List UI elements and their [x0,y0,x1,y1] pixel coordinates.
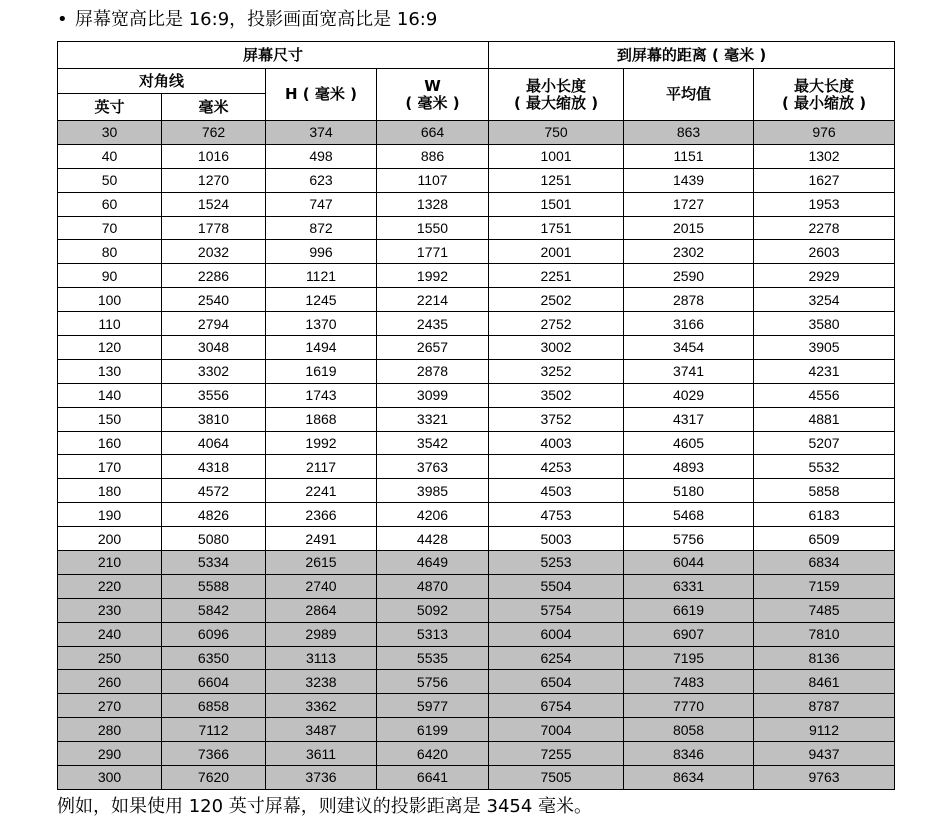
table-cell: 140 [58,383,162,407]
table-cell: 1501 [489,192,624,216]
table-cell: 80 [58,240,162,264]
table-cell: 623 [266,168,377,192]
table-cell: 2214 [377,288,489,312]
table-cell: 2001 [489,240,624,264]
table-cell: 3302 [162,359,266,383]
table-row [58,240,895,264]
table-cell: 290 [58,742,162,766]
table-cell: 130 [58,359,162,383]
table-cell: 2251 [489,264,624,288]
table-cell: 270 [58,694,162,718]
table-cell: 70 [58,216,162,240]
header-min-top: 最小长度 [526,76,587,95]
table-row [58,168,895,192]
table-cell: 2241 [266,479,377,503]
table-cell: 1121 [266,264,377,288]
table-cell: 7195 [624,646,754,670]
table-cell: 6504 [489,670,624,694]
table-cell: 3905 [754,336,895,360]
table-row [58,359,895,383]
table-cell: 2615 [266,551,377,575]
table-cell: 4231 [754,359,895,383]
table-cell: 3166 [624,312,754,336]
table-cell: 5092 [377,598,489,622]
table-cell: 5334 [162,551,266,575]
table-cell: 3454 [624,336,754,360]
table-cell: 6044 [624,551,754,575]
projection-distance-table [57,41,895,790]
table-cell: 260 [58,670,162,694]
table-cell: 200 [58,527,162,551]
table-cell: 1868 [266,407,377,431]
table-cell: 5253 [489,551,624,575]
table-row [58,694,895,718]
table-body [58,121,895,790]
header-diagonal: 对角线 [58,69,266,94]
header-height: H ( 毫米 ) [266,69,377,121]
table-cell: 3580 [754,312,895,336]
table-cell: 6199 [377,718,489,742]
table-cell: 8136 [754,646,895,670]
table-row [58,264,895,288]
header-distance: 到屏幕的距离 ( 毫米 ) [489,42,895,69]
table-cell: 1439 [624,168,754,192]
table-cell: 110 [58,312,162,336]
table-cell: 1524 [162,192,266,216]
table-row [58,407,895,431]
table-cell: 5180 [624,479,754,503]
table-cell: 5588 [162,574,266,598]
table-cell: 4881 [754,407,895,431]
table-cell: 4826 [162,503,266,527]
table-cell: 60 [58,192,162,216]
table-cell: 2929 [754,264,895,288]
table-cell: 8346 [624,742,754,766]
table-cell: 2878 [624,288,754,312]
table-cell: 4870 [377,574,489,598]
table-cell: 5858 [754,479,895,503]
table-cell: 50 [58,168,162,192]
table-cell: 7112 [162,718,266,742]
table-cell: 6834 [754,551,895,575]
table-cell: 8461 [754,670,895,694]
table-cell: 7485 [754,598,895,622]
table-cell: 6754 [489,694,624,718]
table-cell: 7505 [489,766,624,790]
table-cell: 7366 [162,742,266,766]
table-row [58,551,895,575]
page-title [57,8,437,32]
table-row [58,670,895,694]
table-cell: 2502 [489,288,624,312]
table-cell: 5756 [377,670,489,694]
table-cell: 5754 [489,598,624,622]
table-cell: 762 [162,121,266,145]
header-inch: 英寸 [58,94,162,121]
table-cell: 747 [266,192,377,216]
table-cell: 1778 [162,216,266,240]
table-cell: 150 [58,407,162,431]
table-cell: 3752 [489,407,624,431]
table-cell: 8058 [624,718,754,742]
table-cell: 2794 [162,312,266,336]
table-cell: 7483 [624,670,754,694]
table-cell: 3487 [266,718,377,742]
table-cell: 7255 [489,742,624,766]
table-row [58,766,895,790]
table-cell: 2117 [266,455,377,479]
table-cell: 3736 [266,766,377,790]
table-cell: 1627 [754,168,895,192]
table-cell: 4253 [489,455,624,479]
table-cell: 3002 [489,336,624,360]
table-cell: 6604 [162,670,266,694]
table-cell: 5313 [377,622,489,646]
table-cell: 3502 [489,383,624,407]
table-row [58,742,895,766]
table-cell: 9112 [754,718,895,742]
table-cell: 210 [58,551,162,575]
table-cell: 5756 [624,527,754,551]
table-row [58,455,895,479]
table-cell: 886 [377,144,489,168]
table-cell: 2435 [377,312,489,336]
table-cell: 1370 [266,312,377,336]
table-cell: 6096 [162,622,266,646]
table-cell: 1245 [266,288,377,312]
table-cell: 4503 [489,479,624,503]
table-row [58,503,895,527]
table-cell: 6183 [754,503,895,527]
table-row [58,192,895,216]
table-cell: 6619 [624,598,754,622]
table-cell: 3556 [162,383,266,407]
table-cell: 2015 [624,216,754,240]
table-cell: 996 [266,240,377,264]
table-cell: 3810 [162,407,266,431]
table-row [58,336,895,360]
table-cell: 220 [58,574,162,598]
table-cell: 180 [58,479,162,503]
table-cell: 2366 [266,503,377,527]
table-cell: 100 [58,288,162,312]
table-cell: 1550 [377,216,489,240]
table-row [58,479,895,503]
table-row [58,622,895,646]
table-cell: 3252 [489,359,624,383]
table-cell: 3763 [377,455,489,479]
table-cell: 872 [266,216,377,240]
header-max-bottom: ( 最小缩放 ) [781,93,867,112]
table-cell: 2032 [162,240,266,264]
table-row [58,383,895,407]
table-row [58,718,895,742]
table-cell: 1151 [624,144,754,168]
table-cell: 1992 [377,264,489,288]
table-cell: 5532 [754,455,895,479]
table-cell: 6331 [624,574,754,598]
table-cell: 3113 [266,646,377,670]
table-cell: 1751 [489,216,624,240]
header-width-bottom: ( 毫米 ) [405,93,460,112]
table-cell: 1001 [489,144,624,168]
table-cell: 4428 [377,527,489,551]
table-cell: 1494 [266,336,377,360]
table-cell: 4605 [624,431,754,455]
table-cell: 1743 [266,383,377,407]
table-cell: 5977 [377,694,489,718]
table-cell: 3362 [266,694,377,718]
title-text: 屏幕宽高比是 16:9，投影画面宽高比是 16:9 [75,9,438,30]
table-cell: 9763 [754,766,895,790]
table-cell: 230 [58,598,162,622]
table-cell: 3741 [624,359,754,383]
table-cell: 2740 [266,574,377,598]
table-cell: 7620 [162,766,266,790]
table-cell: 4003 [489,431,624,455]
table-cell: 30 [58,121,162,145]
header-max-top: 最大长度 [794,76,855,95]
table-row [58,288,895,312]
table-cell: 8787 [754,694,895,718]
table-cell: 3542 [377,431,489,455]
table-cell: 1302 [754,144,895,168]
table-cell: 8634 [624,766,754,790]
table-cell: 2878 [377,359,489,383]
header-mm: 毫米 [162,94,266,121]
table-cell: 664 [377,121,489,145]
table-cell: 40 [58,144,162,168]
table-cell: 750 [489,121,624,145]
table-cell: 250 [58,646,162,670]
table-cell: 2491 [266,527,377,551]
table-cell: 4649 [377,551,489,575]
table-cell: 4317 [624,407,754,431]
table-cell: 6858 [162,694,266,718]
table-cell: 2278 [754,216,895,240]
table-row [58,144,895,168]
table-cell: 2864 [266,598,377,622]
table-cell: 374 [266,121,377,145]
table-cell: 1992 [266,431,377,455]
header-min-bottom: ( 最大缩放 ) [513,93,599,112]
table-cell: 6641 [377,766,489,790]
table-cell: 2590 [624,264,754,288]
table-row [58,527,895,551]
header-max-length [754,69,895,121]
table-cell: 5080 [162,527,266,551]
table-cell: 1270 [162,168,266,192]
table-cell: 1107 [377,168,489,192]
table-row [58,646,895,670]
table-cell: 2286 [162,264,266,288]
table-cell: 9437 [754,742,895,766]
table-cell: 1016 [162,144,266,168]
header-width-top: W [424,76,441,95]
table-cell: 4029 [624,383,754,407]
table-row [58,312,895,336]
table-cell: 3985 [377,479,489,503]
table-cell: 2752 [489,312,624,336]
table-cell: 7770 [624,694,754,718]
table-row [58,121,895,145]
example-note: 例如，如果使用 120 英寸屏幕，则建议的投影距离是 3454 毫米。 [57,796,593,817]
table-cell: 5003 [489,527,624,551]
table-cell: 6509 [754,527,895,551]
table-cell: 7810 [754,622,895,646]
table-cell: 280 [58,718,162,742]
table-cell: 4064 [162,431,266,455]
table-cell: 4753 [489,503,624,527]
table-cell: 6350 [162,646,266,670]
table-cell: 3048 [162,336,266,360]
table-cell: 3254 [754,288,895,312]
table-cell: 5468 [624,503,754,527]
table-cell: 170 [58,455,162,479]
table-cell: 6907 [624,622,754,646]
table-cell: 4556 [754,383,895,407]
table-cell: 2302 [624,240,754,264]
table-cell: 5207 [754,431,895,455]
table-cell: 2657 [377,336,489,360]
table-cell: 7004 [489,718,624,742]
table-cell: 4206 [377,503,489,527]
table-cell: 4318 [162,455,266,479]
table-cell: 3099 [377,383,489,407]
table-cell: 5842 [162,598,266,622]
table-cell: 3321 [377,407,489,431]
table-cell: 2989 [266,622,377,646]
table-cell: 2540 [162,288,266,312]
table-row [58,431,895,455]
table-cell: 863 [624,121,754,145]
table-cell: 5504 [489,574,624,598]
table-cell: 120 [58,336,162,360]
header-average: 平均值 [624,69,754,121]
table-cell: 4572 [162,479,266,503]
table-cell: 976 [754,121,895,145]
table-cell: 498 [266,144,377,168]
table-cell: 2603 [754,240,895,264]
table-cell: 240 [58,622,162,646]
table-cell: 1771 [377,240,489,264]
table-cell: 6254 [489,646,624,670]
table-cell: 190 [58,503,162,527]
table-cell: 3611 [266,742,377,766]
table-row [58,574,895,598]
table-cell: 1727 [624,192,754,216]
table-cell: 1328 [377,192,489,216]
header-width [377,69,489,121]
table-cell: 300 [58,766,162,790]
table-row [58,216,895,240]
table-cell: 6004 [489,622,624,646]
table-cell: 5535 [377,646,489,670]
header-screen-size: 屏幕尺寸 [58,42,489,69]
table-cell: 6420 [377,742,489,766]
header-min-length [489,69,624,121]
bullet-marker: • [57,9,68,30]
table-row [58,598,895,622]
table-cell: 4893 [624,455,754,479]
table-cell: 90 [58,264,162,288]
table-cell: 160 [58,431,162,455]
table-cell: 1251 [489,168,624,192]
table-cell: 1953 [754,192,895,216]
table-cell: 1619 [266,359,377,383]
table-cell: 3238 [266,670,377,694]
table-cell: 7159 [754,574,895,598]
